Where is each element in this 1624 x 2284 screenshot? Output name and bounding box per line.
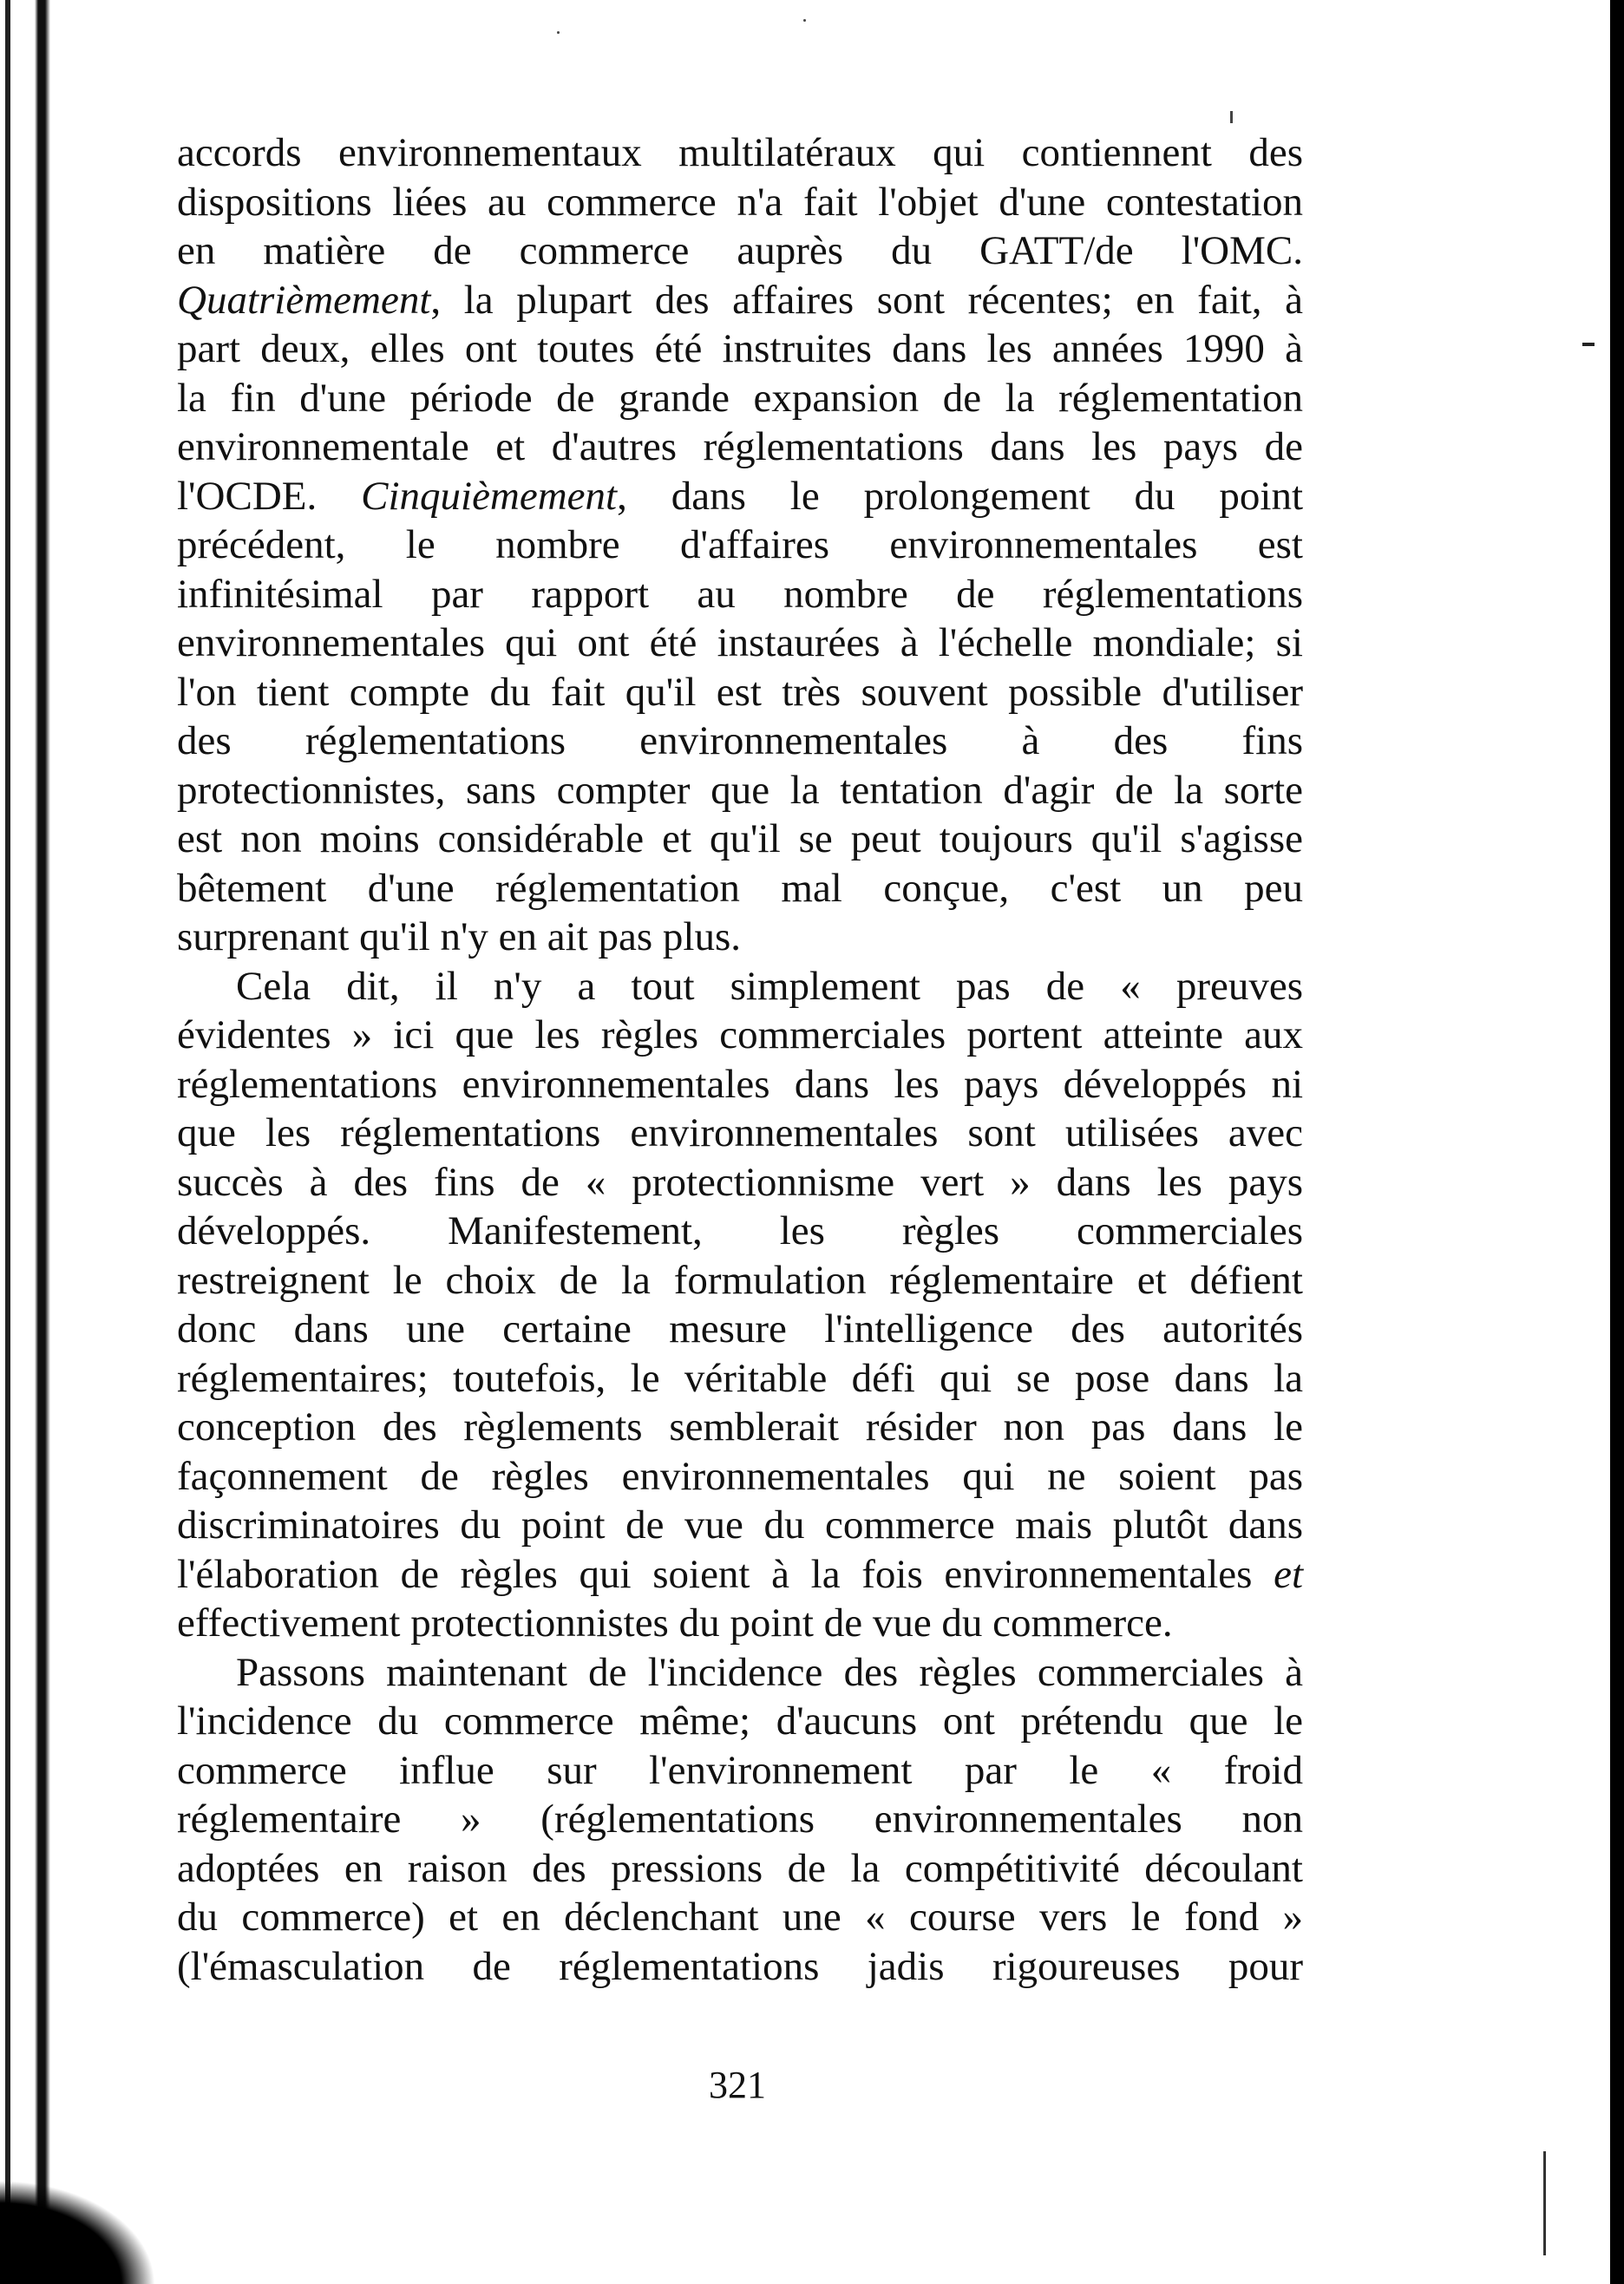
text-line: dispositions liées au commerce n'a fait l'objet d'une contestation [177, 179, 1303, 225]
text-line: conception des règlements semblerait résider non pas dans le [177, 1404, 1303, 1450]
text-line: l'incidence du commerce même; d'aucuns ont prétendu que le [177, 1698, 1303, 1744]
paragraph [177, 962, 1303, 1648]
text-line: est non moins considérable et qu'il se peut toujours qu'il s'agisse [177, 816, 1303, 861]
text-line: environnementale et d'autres réglementations dans les pays de [177, 424, 1303, 469]
scan-speck [803, 19, 806, 22]
text-line: l'élaboration de règles qui soient à la fois environnementales et [177, 1551, 1303, 1597]
text-line: des réglementations environnementales à des fins [177, 718, 1303, 763]
text-line: réglementations environnementales dans les pays développés ni [177, 1061, 1303, 1107]
text-line: donc dans une certaine mesure l'intelligence des autorités [177, 1306, 1303, 1351]
text-line: accords environnementaux multilatéraux qui contiennent des [177, 130, 1303, 175]
text-line: discriminatoires du point de vue du commerce mais plutôt dans [177, 1502, 1303, 1548]
text-line: environnementales qui ont été instaurées à l'échelle mondiale; si [177, 620, 1303, 665]
text-line: évidentes » ici que les règles commerciales portent atteinte aux [177, 1012, 1303, 1057]
scan-speck [1230, 111, 1233, 123]
text-line: la fin d'une période de grande expansion de la réglementation [177, 375, 1303, 421]
text-line: développés. Manifestement, les règles commerciales [177, 1208, 1303, 1253]
scan-speck [557, 31, 560, 34]
body-text [177, 128, 1303, 1991]
text-line: restreignent le choix de la formulation réglementaire et défient [177, 1257, 1303, 1303]
text-line: infinitésimal par rapport au nombre de réglementations [177, 571, 1303, 617]
scan-left-binding-line [5, 0, 10, 2284]
text-line: précédent, le nombre d'affaires environnementales est [177, 522, 1303, 567]
italic-text: Quatrièmement [177, 277, 431, 323]
text-line: (l'émasculation de réglementations jadis rigoureuses pour [177, 1943, 1303, 1989]
scan-right-lower-mark [1543, 2151, 1546, 2255]
text-line: bêtement d'une réglementation mal conçue, c'est un peu [177, 865, 1303, 911]
text-line: l'OCDE. Cinquièmement, dans le prolongement du point [177, 473, 1304, 519]
text-line: commerce influe sur l'environnement par le « froid [177, 1747, 1303, 1793]
scan-right-border [1610, 0, 1624, 2284]
scan-bottom-left-shadow [0, 2180, 156, 2284]
text-line: Cela dit, il n'y a tout simplement pas de « preuves [236, 963, 1303, 1009]
text-line: succès à des fins de « protectionnisme vert » dans les pays [177, 1159, 1303, 1205]
italic-text: Cinquièmement [361, 473, 618, 519]
text-line: part deux, elles ont toutes été instruites dans les années 1990 à [177, 326, 1303, 371]
text-line: réglementaire » (réglementations environnementales non [177, 1796, 1303, 1842]
paragraph [177, 128, 1303, 962]
text-line: réglementaires; toutefois, le véritable défi qui se pose dans la [177, 1355, 1303, 1401]
text-line: l'on tient compte du fait qu'il est très souvent possible d'utiliser [177, 669, 1303, 715]
text-line: Passons maintenant de l'incidence des règles commerciales à [236, 1649, 1303, 1695]
italic-text: et [1274, 1551, 1303, 1597]
text-line: Quatrièmement, la plupart des affaires sont récentes; en fait, à [177, 277, 1303, 323]
page-number: 321 [709, 2064, 766, 2106]
paragraph [177, 1648, 1303, 1992]
scan-right-mark [1582, 343, 1595, 346]
text-line: que les réglementations environnementales sont utilisées avec [177, 1110, 1303, 1155]
text-line: protectionnistes, sans compter que la tentation d'agir de la sorte [177, 767, 1303, 813]
text-line: adoptées en raison des pressions de la compétitivité découlant [177, 1845, 1303, 1891]
text-line: surprenant qu'il n'y en ait pas plus. [177, 914, 742, 959]
text-line: en matière de commerce auprès du GATT/de l'OMC. [177, 228, 1303, 273]
text-line: du commerce) et en déclenchant une « course vers le fond » [177, 1895, 1303, 1940]
text-line: effectivement protectionnistes du point de vue du commerce. [177, 1600, 1173, 1646]
text-line: façonnement de règles environnementales qui ne soient pas [177, 1453, 1303, 1499]
